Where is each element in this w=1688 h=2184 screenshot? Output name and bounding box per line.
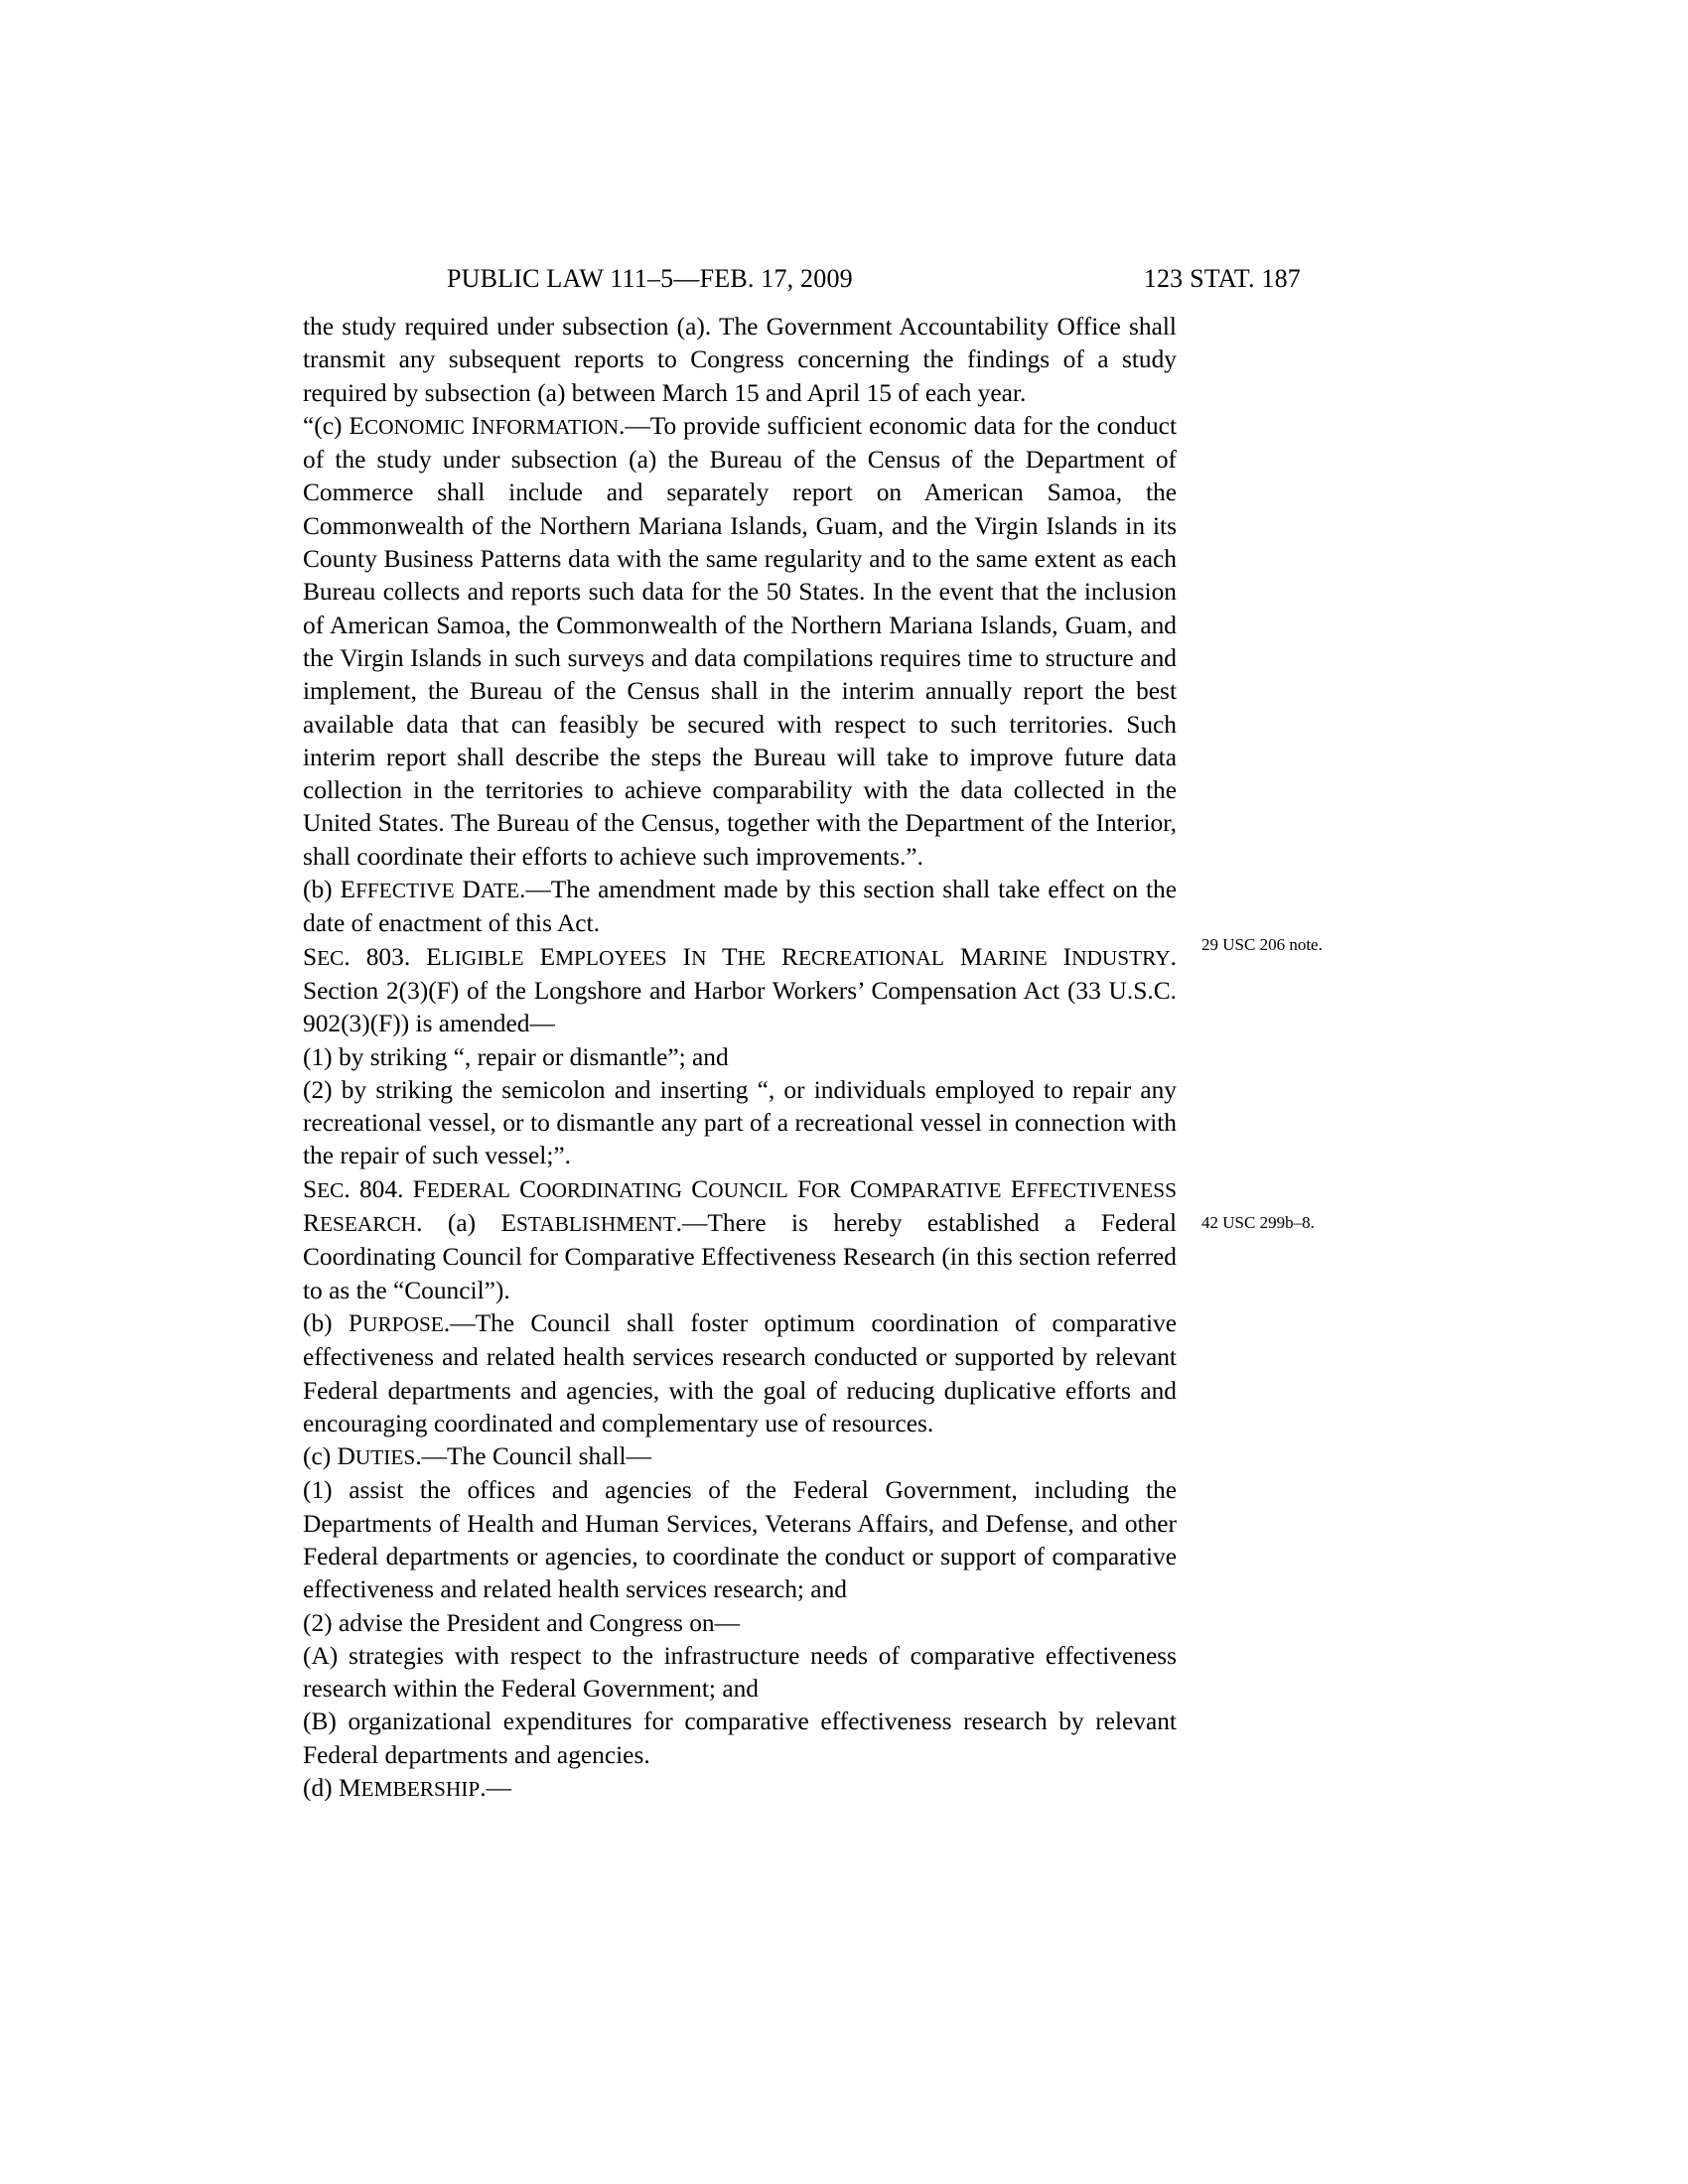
paragraph-study-required: the study required under subsection (a). The Government Accountability Office shall transmit any subsequent reports to Congress concerning the findings of a study required by subsection (a) between March 15 and April 15 of each year. xyxy=(303,313,1177,407)
paragraph-sec-804: SEC. 804. FEDERAL COORDINATING COUNCIL FOR COMPARATIVE EFFECTIVENESS RESEARCH. (a) ESTABLISHMENT.—There is hereby established a Federal Coordinating Council for Comparative Effectiveness Research (in this section referred to as the “Council”). xyxy=(303,1174,1178,1304)
page-header xyxy=(0,241,1688,293)
body-text-column xyxy=(303,311,1177,1806)
paragraph-803-item-2: (2) by striking the semicolon and inserting “, or individuals employed to repair any recreational vessel, or to dismantle any part of a recreational vessel in connection with the repair of such vessel;”. xyxy=(303,1075,1177,1170)
paragraph-803-item-1: (1) by striking “, repair or dismantle”; and xyxy=(303,1042,729,1071)
paragraph-duties-item-2-a: (A) strategies with respect to the infrastructure needs of comparative effectiveness research within the Federal Government; and xyxy=(303,1641,1177,1704)
paragraph-duties-item-2-b: (B) organizational expenditures for comparative effectiveness research by relevant Federal departments and agencies. xyxy=(303,1707,1177,1769)
paragraph-membership: (d) MEMBERSHIP.— xyxy=(303,1774,511,1803)
paragraph-duties: (c) DUTIES.—The Council shall— xyxy=(303,1442,651,1471)
statute-page-number: 123 STAT. 187 xyxy=(1143,264,1301,293)
paragraph-duties-item-1: (1) assist the offices and agencies of the Federal Government, including the Departments of Health and Human Services, Veterans Affairs, and Defense, and other Federal departments or agencies, to coordinate the conduct or support of comparative effectiveness and related health services research; and xyxy=(303,1476,1177,1604)
margin-note-42-usc-299b-8: 42 USC 299b–8. xyxy=(1201,1213,1315,1232)
paragraph-effective-date: (b) EFFECTIVE DATE.—The amendment made by this section shall take effect on the date of enactment of this Act. xyxy=(303,876,1177,938)
paragraph-duties-item-2: (2) advise the President and Congress on— xyxy=(303,1608,741,1637)
paragraph-sec-803: SEC. 803. ELIGIBLE EMPLOYEES IN THE RECREATIONAL MARINE INDUSTRY. Section 2(3)(F) of the Longshore and Harbor Workers’ Compensation Act (33 U.S.C. 902(3)(F)) is amended— xyxy=(303,942,1177,1038)
margin-note-29-usc-206: 29 USC 206 note. xyxy=(1201,935,1323,954)
paragraph-economic-information: “(c) ECONOMIC INFORMATION.—To provide sufficient economic data for the conduct of the study under subsection (a) the Bureau of the Census of the Department of Commerce shall include and separately report on American Samoa, the Commonwealth of the Northern Mariana Islands, Guam, and the Virgin Islands in its County Business Patterns data with the same regularity and to the same extent as each Bureau collects and reports such data for the 50 States. In the event that the inclusion of American Samoa, the Commonwealth of the Northern Mariana Islands, Guam, and the Virgin Islands in such surveys and data compilations requires time to structure and implement, the Bureau of the Census shall in the interim annually report the best available data that can feasibly be secured with respect to such territories. Such interim report shall describe the steps the Bureau will take to improve future data collection in the territories to achieve comparability with the data collected in the United States. The Bureau of the Census, together with the Department of the Interior, shall coordinate their efforts to achieve such improvements.”. xyxy=(303,411,1178,871)
paragraph-purpose: (b) PURPOSE.—The Council shall foster optimum coordination of comparative effectiveness and related health services research conducted or supported by relevant Federal departments and agencies, with the goal of reducing duplicative efforts and encouraging coordinated and complementary use of resources. xyxy=(303,1308,1178,1437)
public-law-citation: PUBLIC LAW 111–5—FEB. 17, 2009 xyxy=(447,264,853,293)
